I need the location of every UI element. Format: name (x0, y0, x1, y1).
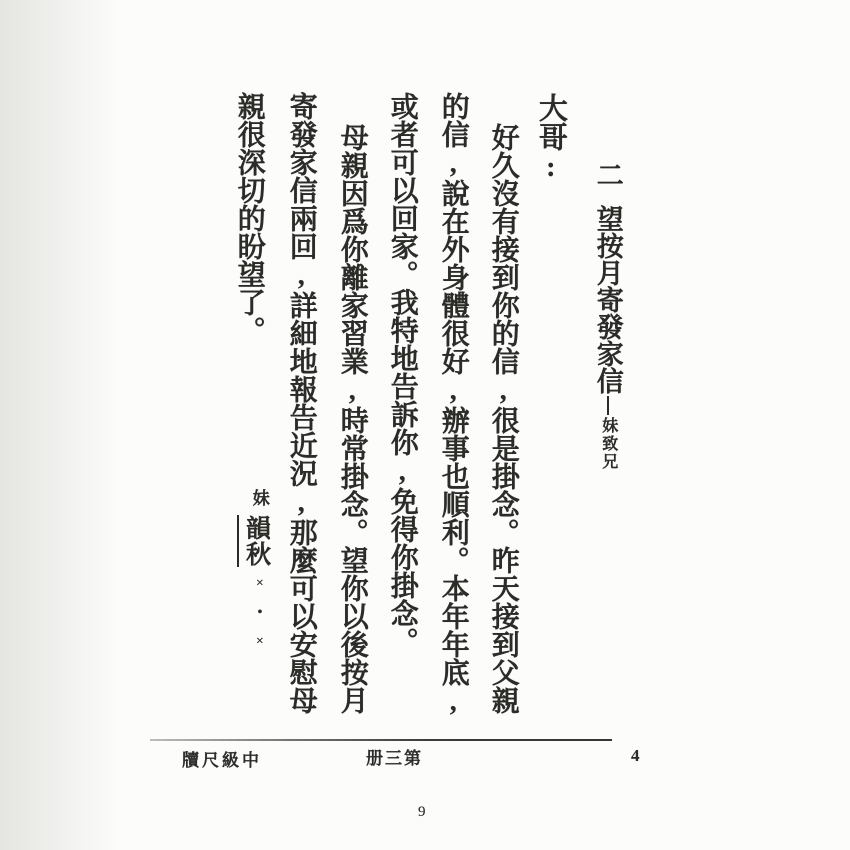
letter-column: 的信,說在外身體很好,辦事也順利。本年年底, (437, 92, 469, 717)
signature-name: 韻秋 (237, 515, 270, 567)
footer-volume: 册三第 (366, 749, 423, 768)
letter-column: 或者可以回家。我特地告訴你,免得你掛念。 (386, 92, 418, 655)
letter-column: 母親因爲你離家習業,時常掛念。望你以後按月 (336, 123, 368, 714)
lesson-number: 二 (592, 161, 623, 188)
signature-relation: 妹 (249, 489, 269, 506)
sheet-number: 9 (418, 804, 426, 820)
footer-page-number: 4 (631, 746, 640, 765)
footer-rule (150, 739, 612, 741)
scan-edge-shadow (0, 0, 120, 850)
title-dash (607, 396, 609, 415)
lesson-title (592, 161, 622, 471)
letter-column: 親很深切的盼望了。 (233, 92, 265, 344)
letter-column: 寄發家信兩回,詳細地報告近況,那麼可以安慰母 (285, 92, 317, 714)
lesson-subtitle: 妹致兄 (599, 417, 617, 471)
lesson-title-text: 望按月寄發家信 (592, 205, 623, 394)
letter-column: 好久沒有接到你的信,很是掛念。昨天接到父親 (487, 123, 519, 714)
title-spacer (607, 188, 608, 205)
signature-date-marks: ×•× (252, 576, 268, 663)
footer-series-title: 牘尺級中 (182, 751, 262, 770)
salutation: 大哥: (534, 93, 567, 183)
